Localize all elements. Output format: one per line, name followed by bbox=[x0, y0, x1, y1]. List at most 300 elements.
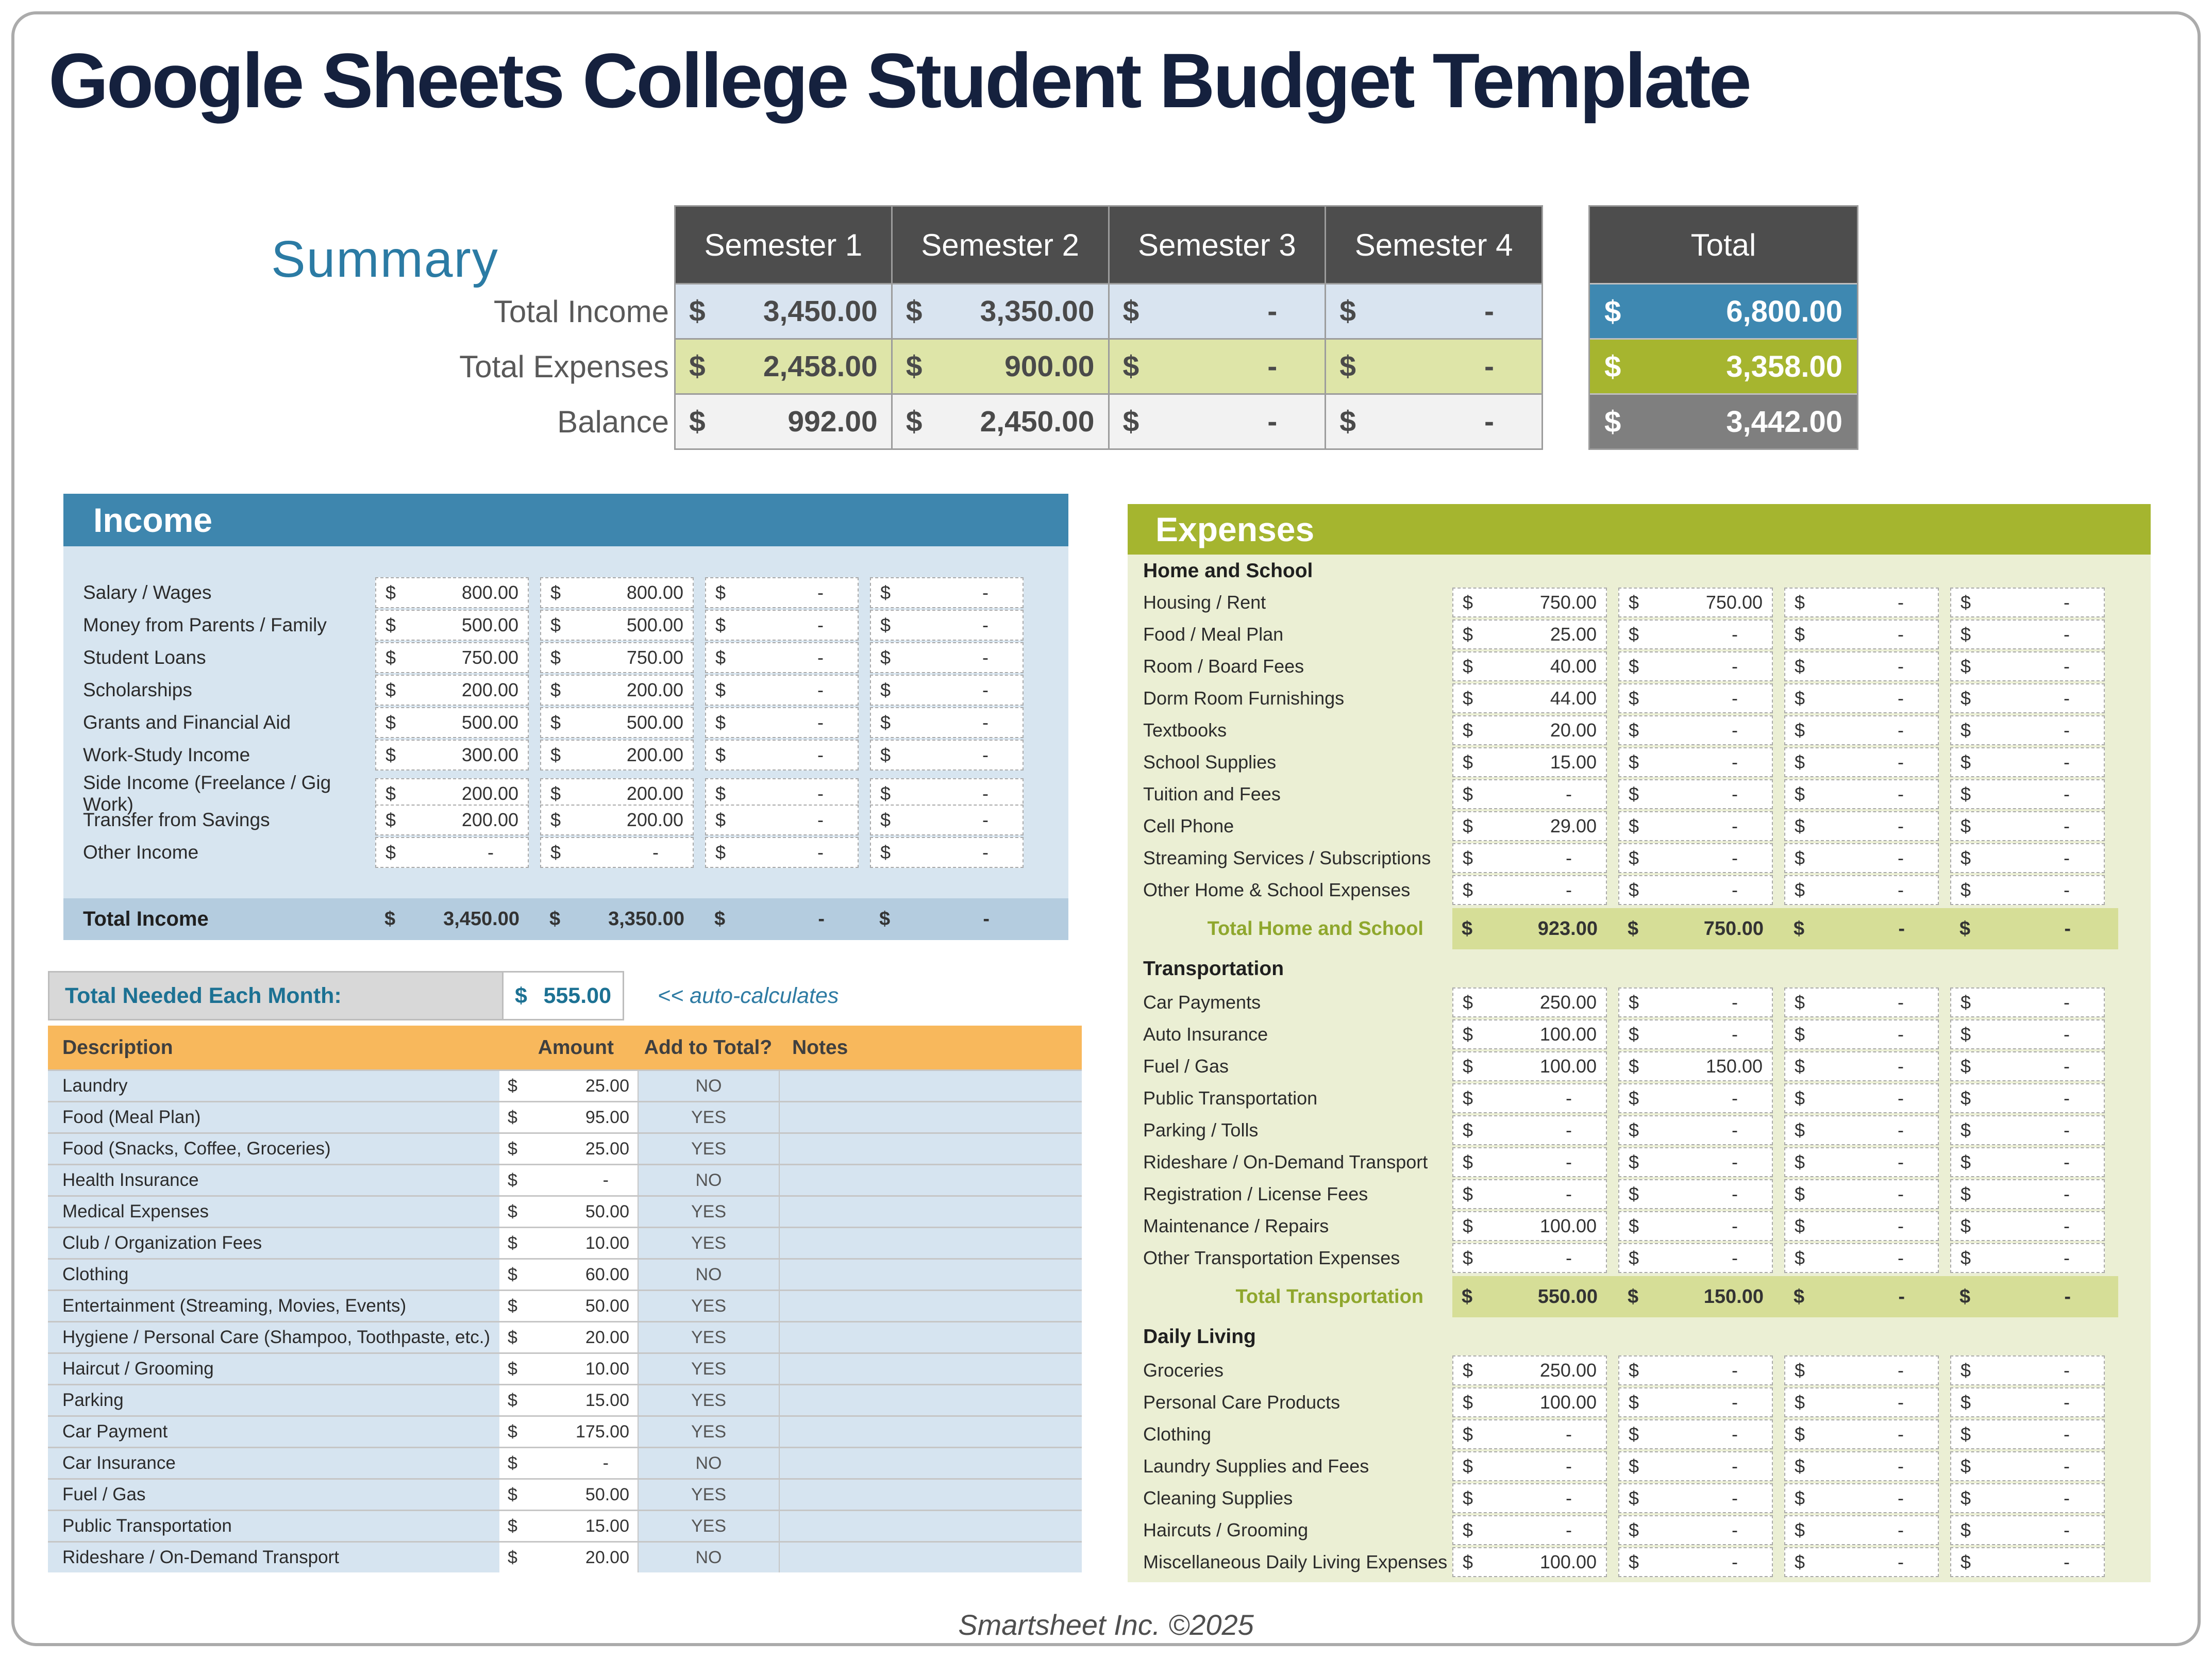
income-value-cell[interactable] bbox=[375, 675, 529, 706]
planner-column-header: Description bbox=[62, 1036, 173, 1059]
expense-row-label: Miscellaneous Daily Living Expenses bbox=[1143, 1551, 1448, 1572]
expense-value-cell[interactable] bbox=[1452, 779, 1607, 809]
planner-add-to-total[interactable]: NO bbox=[638, 1448, 779, 1478]
expense-row bbox=[1128, 588, 2151, 617]
planner-description: Entertainment (Streaming, Movies, Events) bbox=[62, 1296, 407, 1316]
planner-amount-cell[interactable] bbox=[499, 1480, 638, 1510]
summary-total-table bbox=[1588, 205, 1858, 450]
expense-value-cell[interactable] bbox=[1452, 987, 1607, 1017]
currency-symbol: $ bbox=[906, 295, 923, 328]
planner-notes-cell[interactable] bbox=[779, 1354, 1082, 1384]
expense-value-cell[interactable] bbox=[1618, 1483, 1773, 1513]
cell-value: - bbox=[1566, 1247, 1572, 1268]
currency-symbol: $ bbox=[1795, 1551, 1805, 1572]
summary-cell bbox=[1326, 340, 1541, 393]
expense-value-cell[interactable] bbox=[1452, 1115, 1607, 1145]
cell-value: - bbox=[2064, 1455, 2070, 1477]
income-value-cell[interactable] bbox=[375, 837, 529, 868]
income-value-cell[interactable] bbox=[705, 642, 859, 673]
expenses-group-total-values bbox=[1452, 1276, 2118, 1317]
income-row-label: Other Income bbox=[83, 842, 199, 863]
planner-notes-cell[interactable] bbox=[779, 1197, 1082, 1227]
expense-value-cell[interactable] bbox=[1452, 1019, 1607, 1049]
cell-value: - bbox=[2064, 751, 2070, 773]
expense-value-cell[interactable] bbox=[1950, 1419, 2105, 1449]
income-value-cell[interactable] bbox=[540, 707, 694, 738]
planner-notes-cell[interactable] bbox=[779, 1385, 1082, 1415]
expense-value-cell[interactable] bbox=[1452, 1179, 1607, 1209]
expense-value-cell[interactable] bbox=[1452, 588, 1607, 617]
planner-add-to-total[interactable]: YES bbox=[638, 1102, 779, 1132]
expense-value-cell[interactable] bbox=[1618, 811, 1773, 841]
planner-amount-cell[interactable] bbox=[499, 1354, 638, 1384]
income-value-cell[interactable] bbox=[870, 805, 1024, 835]
cell-value: 150.00 bbox=[1705, 1056, 1763, 1077]
income-value-cell[interactable] bbox=[870, 610, 1024, 641]
expense-row-label: Personal Care Products bbox=[1143, 1392, 1340, 1413]
expenses-body bbox=[1128, 555, 2151, 1577]
income-value-cell[interactable] bbox=[870, 707, 1024, 738]
cell-value: - bbox=[2064, 688, 2070, 709]
planner-notes-cell[interactable] bbox=[779, 1291, 1082, 1321]
expense-value-cell[interactable] bbox=[1950, 1051, 2105, 1081]
expense-value-cell[interactable] bbox=[1950, 1451, 2105, 1481]
planner-notes-cell[interactable] bbox=[779, 1448, 1082, 1478]
planner-add-to-total[interactable]: NO bbox=[638, 1165, 779, 1195]
expense-value-cell[interactable] bbox=[1784, 843, 1939, 873]
expense-value-cell[interactable] bbox=[1784, 1515, 1939, 1545]
expense-value-cell[interactable] bbox=[1784, 811, 1939, 841]
expense-value-cell[interactable] bbox=[1950, 1387, 2105, 1417]
income-value-cell[interactable] bbox=[540, 675, 694, 706]
expense-value-cell[interactable] bbox=[1618, 1547, 1773, 1577]
cell-value: - bbox=[1732, 992, 1738, 1013]
income-value-cell[interactable] bbox=[375, 577, 529, 608]
expense-row bbox=[1128, 779, 2151, 809]
income-value-cell[interactable] bbox=[705, 837, 859, 868]
expenses-group-total-row bbox=[1128, 908, 2151, 949]
planner-add-to-total[interactable]: YES bbox=[638, 1322, 779, 1352]
expense-value-cell[interactable] bbox=[1784, 875, 1939, 905]
summary-cell bbox=[676, 395, 891, 448]
expense-value-cell[interactable] bbox=[1452, 1451, 1607, 1481]
cell-value: - bbox=[2064, 624, 2070, 645]
currency-symbol: $ bbox=[1339, 295, 1356, 328]
expense-value-cell[interactable] bbox=[1618, 1451, 1773, 1481]
expense-value-cell[interactable] bbox=[1618, 651, 1773, 681]
expense-value-cell[interactable] bbox=[1618, 715, 1773, 745]
planner-amount-cell[interactable] bbox=[499, 1511, 638, 1541]
cell-value: 923.00 bbox=[1537, 917, 1598, 940]
currency-symbol: $ bbox=[1795, 783, 1805, 805]
expense-value-cell[interactable] bbox=[1784, 1483, 1939, 1513]
expense-value-cell[interactable] bbox=[1950, 1243, 2105, 1273]
currency-symbol: $ bbox=[1339, 405, 1356, 438]
currency-symbol: $ bbox=[386, 809, 396, 830]
cell-value: - bbox=[2064, 592, 2070, 613]
planner-add-to-total[interactable]: NO bbox=[638, 1543, 779, 1572]
planner-amount-cell[interactable] bbox=[499, 1260, 638, 1289]
expense-row bbox=[1128, 1179, 2151, 1209]
summary-column-header: Semester 4 bbox=[1326, 207, 1541, 283]
income-value-cell[interactable] bbox=[375, 707, 529, 738]
planner-amount-cell[interactable] bbox=[499, 1385, 638, 1415]
cell-value: - bbox=[2064, 1423, 2070, 1445]
currency-symbol: $ bbox=[1629, 624, 1639, 645]
expense-value-cell[interactable] bbox=[1618, 683, 1773, 713]
planner-add-to-total[interactable]: YES bbox=[638, 1417, 779, 1447]
expense-value-cell[interactable] bbox=[1452, 1051, 1607, 1081]
currency-symbol: $ bbox=[1960, 815, 1971, 836]
planner-notes-cell[interactable] bbox=[779, 1417, 1082, 1447]
cell-value: - bbox=[1484, 350, 1494, 383]
expense-value-cell[interactable] bbox=[1784, 1179, 1939, 1209]
expense-value-cell[interactable] bbox=[1452, 1211, 1607, 1241]
expense-value-cell[interactable] bbox=[1950, 987, 2105, 1017]
cell-value: - bbox=[1732, 1087, 1738, 1109]
income-value-cell[interactable] bbox=[705, 675, 859, 706]
income-row-label: Transfer from Savings bbox=[83, 809, 270, 830]
income-value-cell[interactable] bbox=[540, 577, 694, 608]
expense-row bbox=[1128, 843, 2151, 873]
planner-add-to-total[interactable]: YES bbox=[638, 1385, 779, 1415]
currency-symbol: $ bbox=[1795, 656, 1805, 677]
summary-cell bbox=[1326, 284, 1541, 338]
expense-value-cell[interactable] bbox=[1452, 1355, 1607, 1385]
planner-description: Food (Snacks, Coffee, Groceries) bbox=[62, 1138, 331, 1159]
expense-value-cell[interactable] bbox=[1784, 1211, 1939, 1241]
planner-description: Club / Organization Fees bbox=[62, 1233, 262, 1253]
expense-value-cell[interactable] bbox=[1618, 1147, 1773, 1177]
expense-value-cell[interactable] bbox=[1618, 1419, 1773, 1449]
cell-value: 3,358.00 bbox=[1726, 349, 1842, 383]
planner-notes-cell[interactable] bbox=[779, 1480, 1082, 1510]
income-value-cell[interactable] bbox=[375, 805, 529, 835]
expense-value-cell[interactable] bbox=[1452, 1483, 1607, 1513]
expense-value-cell[interactable] bbox=[1618, 1355, 1773, 1385]
expense-value-cell[interactable] bbox=[1618, 1115, 1773, 1145]
expense-value-cell[interactable] bbox=[1618, 1051, 1773, 1081]
expense-row-label: Laundry Supplies and Fees bbox=[1143, 1455, 1369, 1477]
planner-amount-cell[interactable] bbox=[499, 1228, 638, 1258]
expense-value-cell[interactable] bbox=[1784, 1147, 1939, 1177]
currency-symbol: $ bbox=[880, 679, 891, 700]
income-value-cell[interactable] bbox=[705, 740, 859, 771]
income-value-cell[interactable] bbox=[540, 805, 694, 835]
expense-row bbox=[1128, 1387, 2151, 1417]
cell-value: - bbox=[1732, 751, 1738, 773]
planner-amount-cell[interactable] bbox=[499, 1134, 638, 1164]
planner-add-to-total[interactable]: NO bbox=[638, 1071, 779, 1101]
expense-value-cell[interactable] bbox=[1950, 715, 2105, 745]
currency-symbol: $ bbox=[1463, 783, 1473, 805]
income-row bbox=[63, 772, 1068, 815]
currency-symbol: $ bbox=[1795, 592, 1805, 613]
cell-value: 2,458.00 bbox=[763, 350, 878, 383]
expense-value-cell[interactable] bbox=[1950, 683, 2105, 713]
cell-value: 750.00 bbox=[626, 647, 683, 668]
planner-notes-cell[interactable] bbox=[779, 1543, 1082, 1572]
expense-row bbox=[1128, 1243, 2151, 1273]
cell-value: 992.00 bbox=[787, 405, 878, 438]
expense-value-cell[interactable] bbox=[1452, 843, 1607, 873]
expense-value-cell[interactable] bbox=[1452, 1387, 1607, 1417]
currency-symbol: $ bbox=[508, 1138, 517, 1159]
cell-value: - bbox=[1732, 815, 1738, 836]
expense-value-cell[interactable] bbox=[1618, 875, 1773, 905]
currency-symbol: $ bbox=[1463, 1360, 1473, 1381]
income-value-cell[interactable] bbox=[540, 740, 694, 771]
expense-value-cell[interactable] bbox=[1618, 1083, 1773, 1113]
expenses-group-total-values bbox=[1452, 908, 2118, 949]
expense-value-cell[interactable] bbox=[1618, 1243, 1773, 1273]
expense-value-cell[interactable] bbox=[1784, 1451, 1939, 1481]
income-value-cell[interactable] bbox=[375, 740, 529, 771]
cell-value: 200.00 bbox=[461, 809, 518, 830]
expense-value-cell[interactable] bbox=[1950, 811, 2105, 841]
expense-value-cell[interactable] bbox=[1452, 747, 1607, 777]
currency-symbol: $ bbox=[880, 809, 891, 830]
planner-amount-cell[interactable] bbox=[499, 1543, 638, 1572]
cell-value: - bbox=[1732, 1215, 1738, 1236]
cell-value: - bbox=[1566, 1151, 1572, 1173]
expense-value-cell[interactable] bbox=[1618, 1387, 1773, 1417]
expense-value-cell[interactable] bbox=[1784, 1547, 1939, 1577]
expense-value-cell[interactable] bbox=[1784, 651, 1939, 681]
cell-value: 500.00 bbox=[626, 614, 683, 635]
cell-value: - bbox=[2064, 1024, 2070, 1045]
income-value-cell[interactable] bbox=[870, 577, 1024, 608]
summary-semester-table bbox=[674, 205, 1543, 450]
cell-value: - bbox=[1732, 1519, 1738, 1540]
expense-value-cell[interactable] bbox=[1950, 1515, 2105, 1545]
expense-row bbox=[1128, 1355, 2151, 1385]
income-value-cell[interactable] bbox=[540, 642, 694, 673]
expense-value-cell[interactable] bbox=[1784, 1387, 1939, 1417]
cell-value: - bbox=[1566, 847, 1572, 868]
planner-description: Food (Meal Plan) bbox=[62, 1107, 201, 1127]
cell-value: - bbox=[1898, 1024, 1904, 1045]
expense-value-cell[interactable] bbox=[1452, 651, 1607, 681]
currency-symbol: $ bbox=[689, 350, 706, 383]
planner-notes-cell[interactable] bbox=[779, 1071, 1082, 1101]
expense-value-cell[interactable] bbox=[1784, 1355, 1939, 1385]
cell-value: - bbox=[1898, 1392, 1904, 1413]
currency-symbol: $ bbox=[1339, 350, 1356, 383]
expense-value-cell[interactable] bbox=[1784, 1051, 1939, 1081]
expense-value-cell[interactable] bbox=[1452, 683, 1607, 713]
currency-symbol: $ bbox=[1463, 719, 1473, 741]
cell-value: 3,350.00 bbox=[980, 295, 1095, 328]
expense-value-cell[interactable] bbox=[1784, 987, 1939, 1017]
cell-value: 500.00 bbox=[461, 614, 518, 635]
currency-symbol: $ bbox=[880, 614, 891, 635]
cell-value: - bbox=[982, 582, 988, 603]
planner-amount-cell[interactable] bbox=[499, 1417, 638, 1447]
income-row-label: Salary / Wages bbox=[83, 582, 212, 603]
planner-description: Health Insurance bbox=[62, 1170, 199, 1190]
cell-value: - bbox=[982, 614, 988, 635]
expense-value-cell[interactable] bbox=[1950, 1083, 2105, 1113]
currency-symbol: $ bbox=[508, 1201, 517, 1221]
expense-value-cell[interactable] bbox=[1950, 843, 2105, 873]
expense-value-cell[interactable] bbox=[1784, 1019, 1939, 1049]
currency-symbol: $ bbox=[1959, 1285, 1971, 1308]
expense-value-cell[interactable] bbox=[1950, 875, 2105, 905]
income-value-cell[interactable] bbox=[705, 707, 859, 738]
cell-value: - bbox=[1732, 1392, 1738, 1413]
planner-add-to-total[interactable]: YES bbox=[638, 1291, 779, 1321]
planner-add-to-total[interactable]: YES bbox=[638, 1197, 779, 1227]
expense-value-cell[interactable] bbox=[1452, 1419, 1607, 1449]
expense-value-cell[interactable] bbox=[1452, 875, 1607, 905]
expense-value-cell[interactable] bbox=[1452, 1547, 1607, 1577]
planner-notes-cell[interactable] bbox=[779, 1511, 1082, 1541]
expense-value-cell[interactable] bbox=[1784, 1115, 1939, 1145]
expense-value-cell[interactable] bbox=[1618, 987, 1773, 1017]
income-value-cell[interactable] bbox=[705, 577, 859, 608]
planner-amount-cell[interactable] bbox=[499, 1322, 638, 1352]
expense-value-cell[interactable] bbox=[1950, 1179, 2105, 1209]
expense-value-cell[interactable] bbox=[1618, 843, 1773, 873]
expense-value-cell[interactable] bbox=[1950, 1547, 2105, 1577]
cell-value: - bbox=[817, 614, 824, 635]
expense-value-cell[interactable] bbox=[1784, 1419, 1939, 1449]
expense-value-cell[interactable] bbox=[1784, 779, 1939, 809]
income-value-cell[interactable] bbox=[705, 805, 859, 835]
expense-value-cell[interactable] bbox=[1950, 1211, 2105, 1241]
planner-amount-cell[interactable] bbox=[499, 1102, 638, 1132]
income-value-cell[interactable] bbox=[870, 837, 1024, 868]
income-value-cell[interactable] bbox=[540, 837, 694, 868]
expense-value-cell[interactable] bbox=[1618, 619, 1773, 649]
income-value-cell[interactable] bbox=[705, 610, 859, 641]
planner-add-to-total[interactable]: YES bbox=[638, 1228, 779, 1258]
cell-value: - bbox=[817, 582, 824, 603]
planner-description: Haircut / Grooming bbox=[62, 1359, 214, 1379]
cell-value: - bbox=[2064, 1215, 2070, 1236]
planner-notes-cell[interactable] bbox=[779, 1165, 1082, 1195]
expense-value-cell[interactable] bbox=[1618, 747, 1773, 777]
planner-notes-cell[interactable] bbox=[779, 1102, 1082, 1132]
expense-value-cell[interactable] bbox=[1950, 779, 2105, 809]
currency-symbol: $ bbox=[1628, 1285, 1639, 1308]
expense-value-cell[interactable] bbox=[1784, 619, 1939, 649]
planner-description: Clothing bbox=[62, 1264, 129, 1284]
planner-add-to-total[interactable]: YES bbox=[638, 1511, 779, 1541]
planner-amount-cell[interactable] bbox=[499, 1291, 638, 1321]
currency-symbol: $ bbox=[880, 712, 891, 733]
cell-value: 500.00 bbox=[626, 712, 683, 733]
planner-notes-cell[interactable] bbox=[779, 1260, 1082, 1289]
currency-symbol: $ bbox=[1463, 1247, 1473, 1268]
planner-amount-cell[interactable] bbox=[499, 1165, 638, 1195]
cell-value: 550.00 bbox=[1537, 1285, 1598, 1308]
cell-value: 100.00 bbox=[1539, 1056, 1597, 1077]
income-value-cell[interactable] bbox=[870, 642, 1024, 673]
expenses-group-header: Home and School bbox=[1143, 560, 1313, 582]
currency-symbol: $ bbox=[1795, 624, 1805, 645]
expense-value-cell[interactable] bbox=[1618, 1019, 1773, 1049]
income-row bbox=[63, 837, 1068, 868]
expense-value-cell[interactable] bbox=[1950, 1019, 2105, 1049]
income-value-cell[interactable] bbox=[540, 610, 694, 641]
expense-value-cell[interactable] bbox=[1950, 651, 2105, 681]
expense-value-cell[interactable] bbox=[1618, 1211, 1773, 1241]
income-row-label: Money from Parents / Family bbox=[83, 614, 327, 635]
expense-row-label: Public Transportation bbox=[1143, 1087, 1318, 1109]
cell-value: 20.00 bbox=[585, 1327, 629, 1347]
expense-value-cell[interactable] bbox=[1784, 715, 1939, 745]
expense-value-cell[interactable] bbox=[1950, 1355, 2105, 1385]
expense-value-cell[interactable] bbox=[1950, 1115, 2105, 1145]
expense-value-cell[interactable] bbox=[1784, 683, 1939, 713]
expense-value-cell[interactable] bbox=[1950, 747, 2105, 777]
planner-amount-cell[interactable] bbox=[499, 1197, 638, 1227]
income-value-cell[interactable] bbox=[375, 610, 529, 641]
expense-value-cell[interactable] bbox=[1950, 588, 2105, 617]
income-value-cell[interactable] bbox=[870, 675, 1024, 706]
expense-value-cell[interactable] bbox=[1950, 619, 2105, 649]
expenses-header: Expenses bbox=[1128, 504, 2151, 555]
expense-value-cell[interactable] bbox=[1452, 1147, 1607, 1177]
cell-value: - bbox=[1566, 1423, 1572, 1445]
expense-value-cell[interactable] bbox=[1784, 1083, 1939, 1113]
planner-notes-cell[interactable] bbox=[779, 1322, 1082, 1352]
expense-value-cell[interactable] bbox=[1452, 1515, 1607, 1545]
currency-symbol: $ bbox=[1463, 1183, 1473, 1204]
income-value-cell[interactable] bbox=[870, 740, 1024, 771]
expense-value-cell[interactable] bbox=[1784, 1243, 1939, 1273]
expense-value-cell[interactable] bbox=[1618, 1515, 1773, 1545]
planner-notes-cell[interactable] bbox=[779, 1228, 1082, 1258]
cell-value: - bbox=[2064, 1360, 2070, 1381]
expense-value-cell[interactable] bbox=[1618, 588, 1773, 617]
currency-symbol: $ bbox=[1795, 1519, 1805, 1540]
cell-value: - bbox=[817, 647, 824, 668]
currency-symbol: $ bbox=[1462, 917, 1473, 940]
expense-value-cell[interactable] bbox=[1452, 619, 1607, 649]
cell-value: - bbox=[982, 783, 988, 804]
expense-value-cell[interactable] bbox=[1452, 715, 1607, 745]
income-row bbox=[63, 805, 1068, 835]
expense-value-cell[interactable] bbox=[1452, 1083, 1607, 1113]
expense-value-cell[interactable] bbox=[1452, 811, 1607, 841]
currency-symbol: $ bbox=[1629, 1455, 1639, 1477]
planner-add-to-total[interactable]: YES bbox=[638, 1354, 779, 1384]
planner-amount-cell[interactable] bbox=[499, 1448, 638, 1478]
currency-symbol: $ bbox=[1463, 1423, 1473, 1445]
income-value-cell[interactable] bbox=[375, 642, 529, 673]
expense-value-cell[interactable] bbox=[1618, 1179, 1773, 1209]
expense-value-cell[interactable] bbox=[1784, 747, 1939, 777]
planner-row bbox=[48, 1541, 1082, 1572]
expense-value-cell[interactable] bbox=[1950, 1147, 2105, 1177]
planner-add-to-total[interactable]: YES bbox=[638, 1134, 779, 1164]
expense-row bbox=[1128, 987, 2151, 1017]
planner-notes-cell[interactable] bbox=[779, 1134, 1082, 1164]
cell-value: - bbox=[1267, 295, 1278, 328]
expense-value-cell[interactable] bbox=[1618, 779, 1773, 809]
planner-add-to-total[interactable]: YES bbox=[638, 1480, 779, 1510]
expense-value-cell[interactable] bbox=[1950, 1483, 2105, 1513]
planner-add-to-total[interactable]: NO bbox=[638, 1260, 779, 1289]
expense-value-cell[interactable] bbox=[1784, 588, 1939, 617]
cell-value: - bbox=[982, 647, 988, 668]
planner-amount-cell[interactable] bbox=[499, 1071, 638, 1101]
currency-symbol: $ bbox=[1629, 719, 1639, 741]
expense-value-cell[interactable] bbox=[1452, 1243, 1607, 1273]
